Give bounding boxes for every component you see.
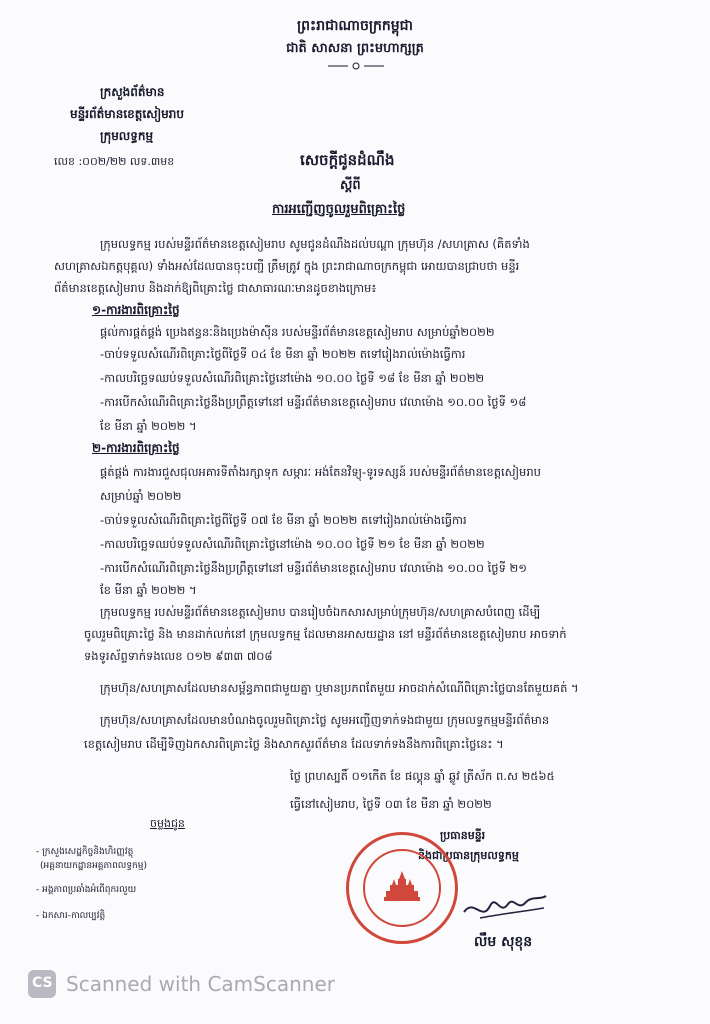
lunar-date: ថ្ងៃ ព្រហស្បតិ៍ ០១កើត ខែ ផល្គុន ឆ្នាំ ឆ្លូវ ត្រីស័ក ព.ស ២៥៦៥ <box>290 769 555 783</box>
notice-about: ស្តីពី <box>340 178 361 193</box>
intro-line-2: សហគ្រាសឯកត្តបុគ្គល) ទាំងអស់ដែលបានចុះបញ្ជី ត្រឹមត្រូវ ក្នុង ព្រះរាជាណាចក្រកម្ពុជា អោយបានជ្រាបថា មន្ទីរ <box>54 259 520 273</box>
intro-line-1: ក្រុមលទ្ធកម្ម របស់មន្ទីរព័ត៌មានខេត្តសៀមរាប សូមជូនដំណឹងដល់បណ្តា ក្រុមហ៊ុន /សហគ្រាស (គិតទាំង <box>100 237 530 251</box>
motto-ornament <box>326 62 386 70</box>
procurement-docs-line-2: ចូលរួមពិគ្រោះថ្លៃ និង មានដាក់លក់នៅ ក្រុមលទ្ធកម្ម ដែលមានអាសយដ្ឋាន នៅ មន្ទីរព័ត៌មានខេត្តសៀមរាប អាចទាក់ <box>84 627 567 641</box>
angkor-temple-icon <box>382 869 422 903</box>
kingdom-title: ព្រះរាជាណាចក្រកម្ពុជា <box>296 18 413 34</box>
section2-line: ផ្គត់ផ្គង់ ការងារជួសជុលអគារទីតាំងរក្សាទុក សម្ភារៈ អង់តែនវិទ្យុ-ទូរទស្សន៍ របស់មន្ទីរព័ត៌មានខេត្តសៀមរាប <box>100 465 541 479</box>
solar-date: ធ្វើនៅសៀមរាប, ថ្ងៃទី ០៣ ខែ មីនា ឆ្នាំ ២០២២ <box>290 797 492 811</box>
notice-subject: ការអញ្ជើញចូលរួមពិគ្រោះថ្លៃ <box>272 202 406 217</box>
section1-line: ខែ មីនា ឆ្នាំ ២០២២ ។ <box>100 419 197 433</box>
section1-line: -ចាប់ទទួលសំណើរពិគ្រោះថ្លៃពីថ្ងៃទី ០៤ ខែ មីនា ឆ្នាំ ២០២២ តទៅរៀងរាល់ម៉ោងធ្វើការ <box>100 347 466 361</box>
cc-item: (អគ្គនាយកដ្ឋានអគ្គភាពលទ្ធកម្ម) <box>40 861 147 871</box>
cc-heading: ចម្លងជូន <box>150 817 185 830</box>
intro-line-3: ព័ត៌មានខេត្តសៀមរាប និងដាក់ឱ្យពិគ្រោះថ្លៃ ជាសាធារណៈមានដូចខាងក្រោម៖ <box>54 281 377 295</box>
invitation-line-2: ខេត្តសៀមរាប ដើម្បីទិញឯកសារពិគ្រោះថ្លៃ និងសាកសួរព័ត៌មាន ដែលទាក់ទងនឹងការពិគ្រោះថ្លៃនេះ ។ <box>84 737 504 751</box>
handwritten-signature <box>460 878 550 928</box>
official-seal-stamp <box>346 832 458 944</box>
national-motto: ជាតិ សាសនា ព្រះមហាក្សត្រ <box>286 41 424 56</box>
section2-line: សម្រាប់ឆ្នាំ ២០២២ <box>100 489 182 503</box>
camscanner-logo-icon: CS <box>28 970 56 998</box>
section2-line: -ការបើកសំណើរពិគ្រោះថ្លៃនឹងប្រព្រឹត្តទៅនៅ មន្ទីរព័ត៌មានខេត្តសៀមរាប វេលាម៉ោង ១០.០០ ថ្ងៃទី ២១ <box>100 561 527 575</box>
cc-item: - ឯកសារ-កាលប្បវត្តិ <box>36 911 106 921</box>
section1-line: -ការបើកសំណើរពិគ្រោះថ្លៃនឹងប្រព្រឹត្តទៅនៅ មន្ទីរព័ត៌មានខេត្តសៀមរាប វេលាម៉ោង ១០.០០ ថ្ងៃទី ១៨ <box>100 395 527 409</box>
cc-item: - អង្គភាពប្រឆាំងអំពើពុករលួយ <box>36 885 137 895</box>
department-name: មន្ទីរព័ត៌មានខេត្តសៀមរាប <box>70 107 185 121</box>
invitation-line-1: ក្រុមហ៊ុន/សហគ្រាសដែលមានបំណងចូលរួមពិគ្រោះថ្លៃ សូមអញ្ជើញទាក់ទងជាមួយ ក្រុមលទ្ធកម្មមន្ទីរព័ត៌មាន <box>100 713 550 727</box>
section1-line: -កាលបរិច្ឆេទឈប់ទទួលសំណើរពិគ្រោះថ្លៃនៅម៉ោង ១០.០០ ថ្ងៃទី ១៨ ខែ មីនា ឆ្នាំ ២០២២ <box>100 371 485 385</box>
office-name: ក្រុមលទ្ធកម្ម <box>100 129 154 143</box>
signatory-name: លឹម សុខុន <box>474 934 533 950</box>
contact-phone-line: ទងទូរស័ព្ទទាក់ទងលេខ ០១២ ៩៣៣ ៧០៨ <box>84 649 273 663</box>
section2-line: -កាលបរិច្ឆេទឈប់ទទួលសំណើរពិគ្រោះថ្លៃនៅម៉ោង ១០.០០ ថ្ងៃទី ២១ ខែ មីនា ឆ្នាំ ២០២២ <box>100 537 485 551</box>
signatory-role-2: និងជាប្រធានក្រុមលទ្ធកម្ម <box>418 849 519 862</box>
section1-heading: ១-ការងារពិគ្រោះថ្លៃ <box>92 303 180 317</box>
ministry-name: ក្រសួងព័ត៌មាន <box>100 85 165 99</box>
section2-heading: ២-ការងារពិគ្រោះថ្លៃ <box>92 441 180 455</box>
section1-line: ផ្តល់ការផ្គត់ផ្គង់ ប្រេងឥន្ធនៈនិងប្រេងម៉ាស៊ីន របស់មន្ទីរព័ត៌មានខេត្តសៀមរាប សម្រាប់ឆ្នាំ២០២២ <box>100 325 495 339</box>
cc-item: - ក្រសួងសេដ្ឋកិច្ចនិងហិរញ្ញវត្ថុ <box>36 847 134 857</box>
signatory-role: ប្រធានមន្ទីរ <box>440 829 486 842</box>
reference-number: លេខ :០០២/២២ លទ.៣មខ <box>54 155 175 168</box>
notice-title: សេចក្តីជូនដំណឹង <box>300 151 395 169</box>
single-bid-rule: ក្រុមហ៊ុន/សហគ្រាសដែលមានសម្ព័ន្ធភាពជាមួយគ្នា ឬមានប្រភពតែមួយ អាចដាក់សំណើពិគ្រោះថ្លៃបានតែមួយគត់ ។ <box>100 681 579 695</box>
camscanner-watermark: Scanned with CamScanner <box>66 972 335 996</box>
section2-line: -ចាប់ទទួលសំណើរពិគ្រោះថ្លៃពីថ្ងៃទី ០៧ ខែ មីនា ឆ្នាំ ២០២២ តទៅរៀងរាល់ម៉ោងធ្វើការ <box>100 513 467 527</box>
procurement-docs-line-1: ក្រុមលទ្ធកម្ម របស់មន្ទីរព័ត៌មានខេត្តសៀមរាប បានរៀបចំឯកសារសម្រាប់ក្រុមហ៊ុន/សហគ្រាសបំពេញ ដើម្បី <box>100 605 541 619</box>
section2-line: ខែ មីនា ឆ្នាំ ២០២២ ។ <box>100 583 197 597</box>
